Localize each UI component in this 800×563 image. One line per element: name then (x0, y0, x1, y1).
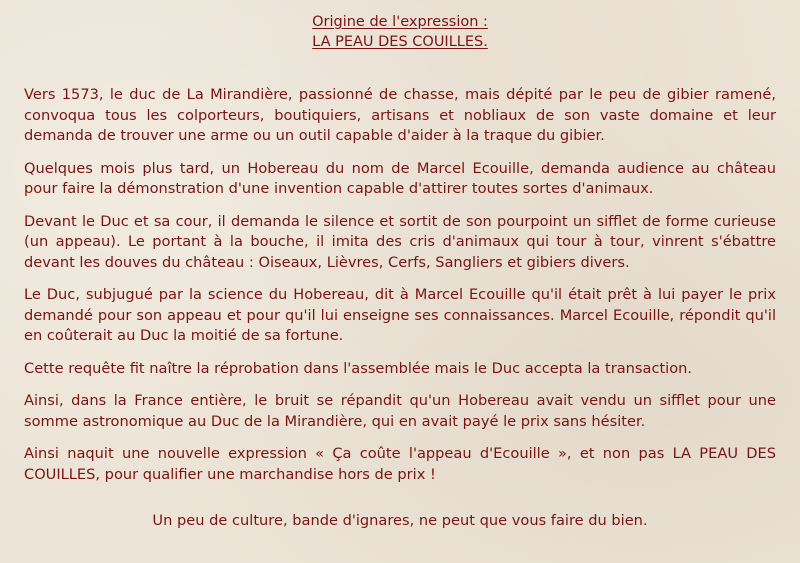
closing-line: Un peu de culture, bande d'ignares, ne peut que vous faire du bien. (152, 512, 648, 529)
paragraph-1: Vers 1573, le duc de La Mirandière, passionné de chasse, mais dépité par le peu de gibier ramené, convoqua tous les colporteurs, boutiquiers, artisans et nobliaux de son vaste domaine et leur demanda de trouver une arme ou un outil capable d'aider à la traque du gibier. (24, 86, 776, 144)
body-text (24, 85, 776, 485)
paragraph-5: Cette requête fit naître la réprobation dans l'assemblée mais le Duc accepta la transaction. (24, 359, 693, 377)
paragraph-3: Devant le Duc et sa cour, il demanda le silence et sortit de son pourpoint un sifflet de forme curieuse (un appeau). Le portant à la bouche, il imita des cris d'animaux qui tour à tour, vinrent s'ébattre devant les douves du château : Oiseaux, Lièvres, Cerfs, Sangliers et gibiers divers. (24, 212, 776, 271)
paragraph-2: Quelques mois plus tard, un Hobereau du nom de Marcel Ecouille, demanda audience au château pour faire la démonstration d'une invention capable d'attirer toutes sortes d'animaux. (24, 159, 776, 197)
paragraph-6: Ainsi, dans la France entière, le bruit se répandit qu'un Hobereau avait vendu un sifflet pour une somme astronomique au Duc de la Mirandière, qui en avait payé le prix sans hésiter. (24, 392, 776, 430)
paragraph-7: Ainsi naquit une nouvelle expression « Ça coûte l'appeau d'Ecouille », et non pas LA PEAU DES COUILLES, pour qualifier une marchandise hors de prix ! (24, 445, 776, 483)
paragraph-4: Le Duc, subjugué par la science du Hobereau, dit à Marcel Ecouille qu'il était prêt à lui payer le prix demandé pour son appeau et pour qu'il lui enseigne ses connaissances. Marcel Ecouille, répondit qu'il en coûterait au Duc la moitié de sa fortune. (24, 286, 776, 344)
title-block (24, 12, 776, 52)
title-line-1: Origine de l'expression : (312, 14, 488, 30)
title-line-2: LA PEAU DES COUILLES. (312, 34, 488, 50)
